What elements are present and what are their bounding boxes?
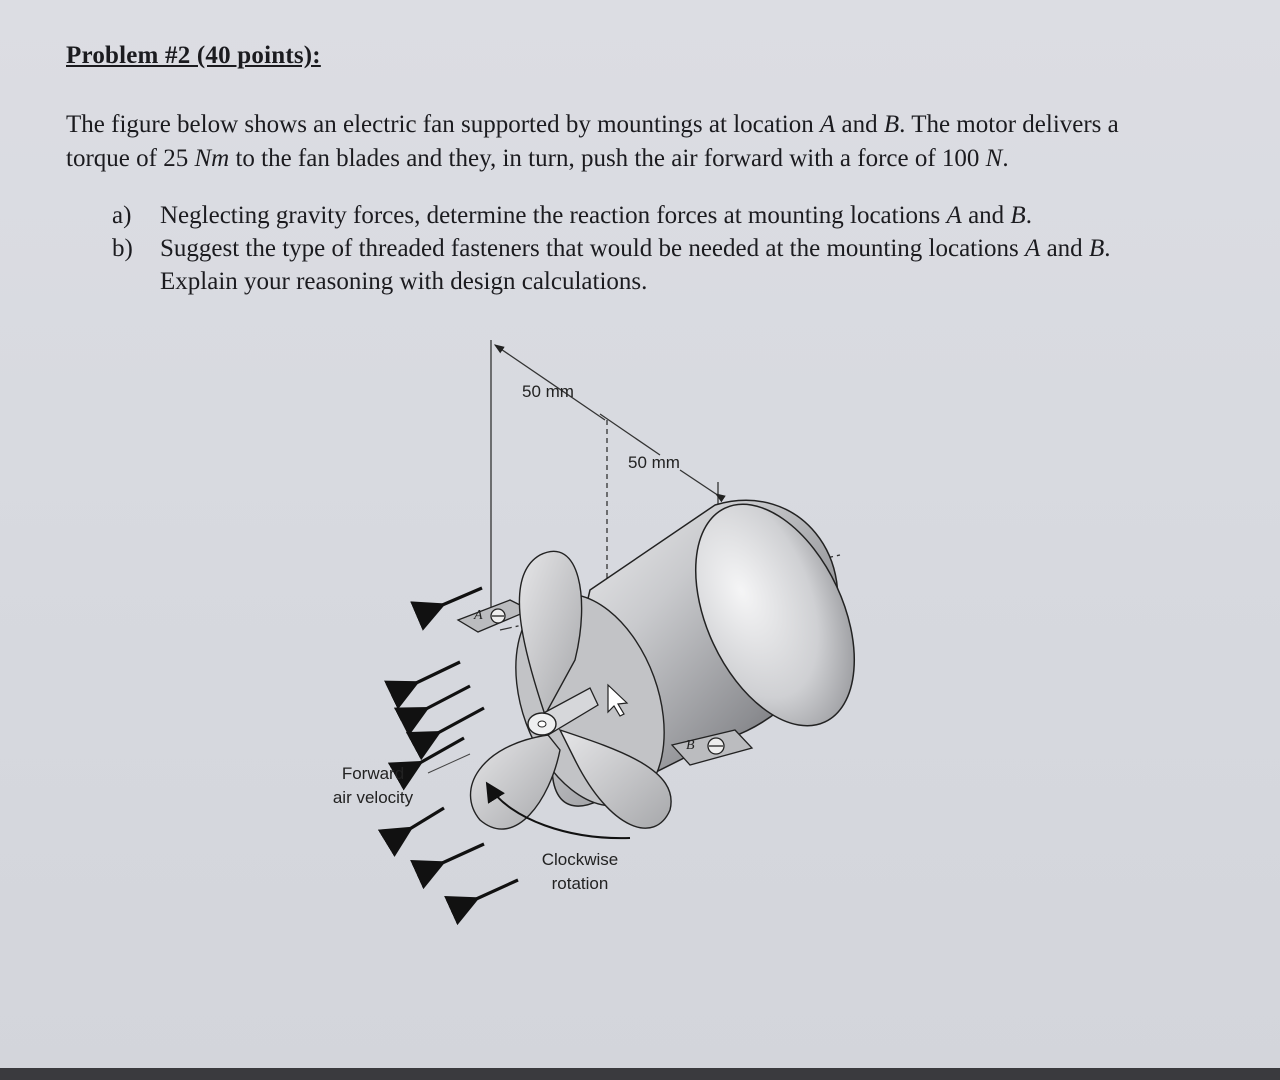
clockwise-rotation-label: Clockwise rotation — [541, 850, 619, 893]
question-a: a) Neglecting gravity forces, determine the reaction forces at mounting locations A and B. — [112, 202, 1032, 229]
dimension-label-2: 50 mm — [628, 453, 680, 472]
mount-b-label: B — [686, 738, 695, 753]
problem-title: Problem #2 (40 points): — [66, 42, 321, 69]
leader-line — [428, 754, 470, 773]
question-b: b) Suggest the type of threaded fasteners that would be needed at the mounting locations A and B. Explain your reasoning with design calculations. — [112, 235, 1111, 295]
forward-air-velocity-label: Forward air velocity — [332, 764, 414, 807]
dimension-label-1: 50 mm — [522, 382, 574, 401]
mount-a-label: A — [474, 608, 483, 623]
monitor-bezel — [0, 1068, 1280, 1080]
problem-intro: The figure below shows an electric fan supported by mountings at location A and B. The motor delivers a torque of 25 Nm to the fan blades and they, in turn, push the air forward with a force of 100 N. — [66, 111, 1119, 172]
air-velocity-arrows — [408, 588, 518, 900]
